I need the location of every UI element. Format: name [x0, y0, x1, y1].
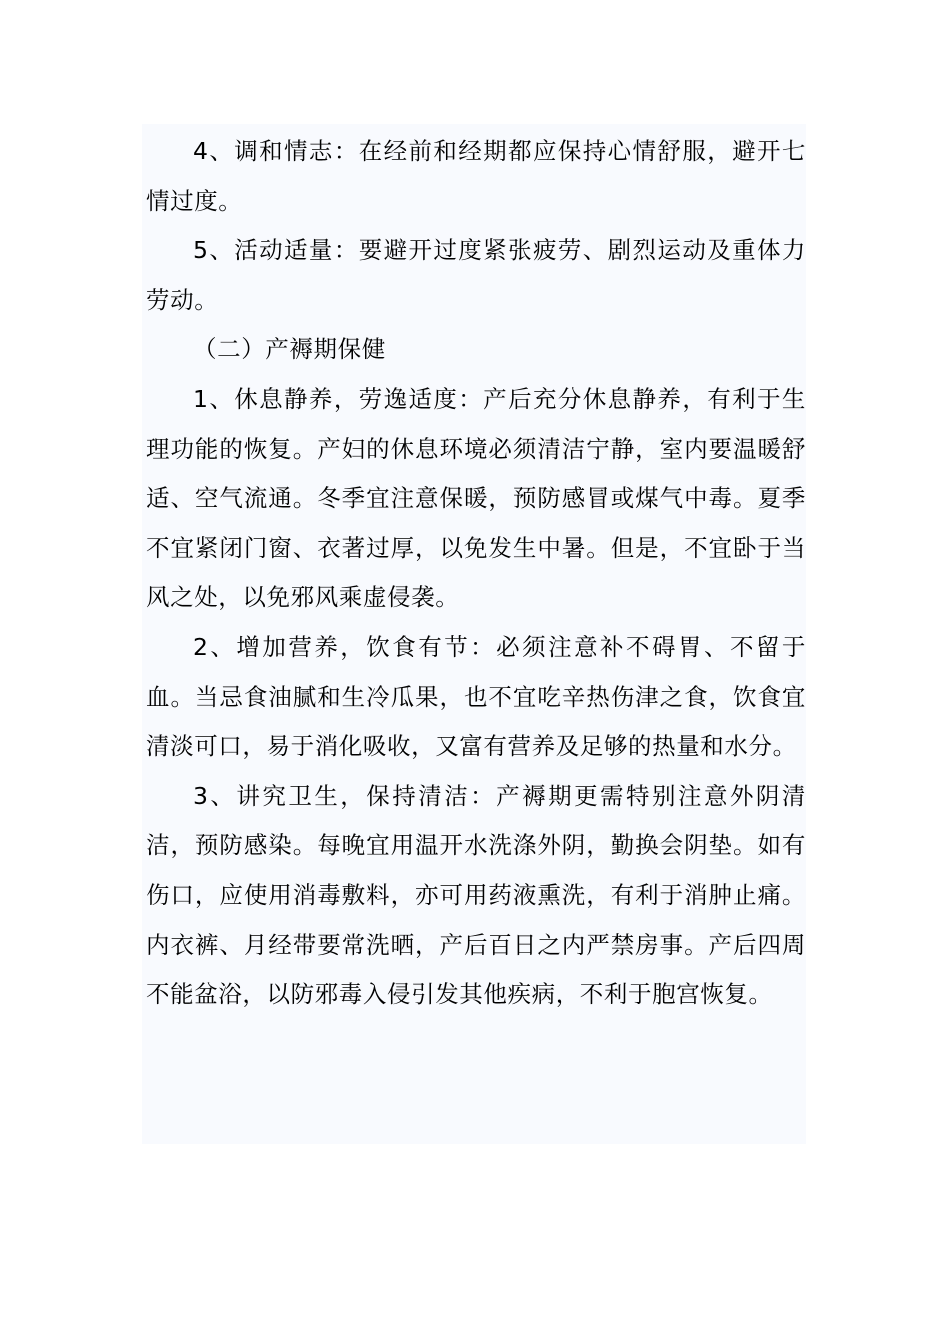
section-heading-postpartum: （二）产褥期保健	[193, 335, 386, 364]
paragraph-activity: 5、活动适量：要避开过度紧张疲劳、剧烈运动及重体力劳动。	[146, 236, 806, 314]
paragraph-hygiene: 3、讲究卫生，保持清洁：产褥期更需特别注意外阴清洁，预防感染。每晚宜用温开水洗涤外阴，勤换会阴垫。如有伤口，应使用消毒敷料，亦可用药液熏洗，有利于消肿止痛。内衣裤、月经带要常洗晒，产后百日之内严禁房事。产后四周不能盆浴，以防邪毒入侵引发其他疾病，不利于胞宫恢复。	[146, 781, 806, 1009]
paragraph-nutrition: 2、增加营养，饮食有节：必须注意补不碍胃、不留于血。当忌食油腻和生冷瓜果，也不宜吃辛热伤津之食，饮食宜清淡可口，易于消化吸收，又富有营养及足够的热量和水分。	[146, 632, 806, 761]
paragraph-rest: 1、休息静养，劳逸适度：产后充分休息静养，有利于生理功能的恢复。产妇的休息环境必须清洁宁静，室内要温暖舒适、空气流通。冬季宜注意保暖，预防感冒或煤气中毒。夏季不宜紧闭门窗、衣著过厚，以免发生中暑。但是，不宜卧于当风之处，以免邪风乘虚侵袭。	[146, 384, 806, 612]
text-block	[142, 124, 806, 1144]
paragraph-emotion: 4、调和情志：在经前和经期都应保持心情舒服，避开七情过度。	[146, 137, 806, 215]
